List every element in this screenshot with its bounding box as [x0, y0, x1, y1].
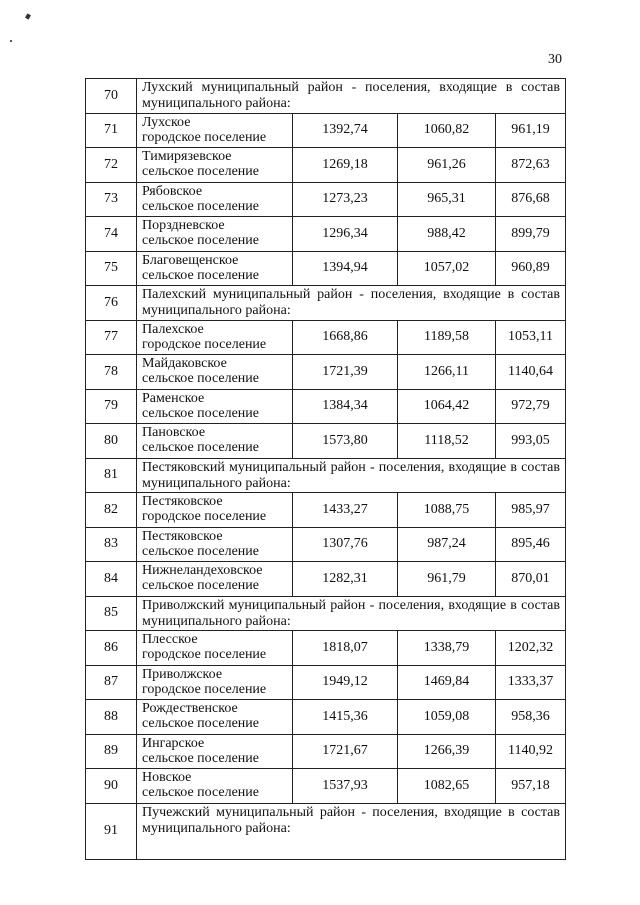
value-2: 1057,02	[398, 251, 496, 286]
value-2: 1266,39	[398, 734, 496, 769]
value-2: 1064,42	[398, 389, 496, 424]
settlement-type: сельское поселение	[142, 198, 259, 214]
table-row	[86, 389, 566, 424]
settlement-name	[137, 182, 293, 217]
value-2: 1060,82	[398, 113, 496, 148]
settlement-type: городское поселение	[142, 681, 267, 697]
row-number: 80	[86, 424, 137, 459]
value-1: 1282,31	[293, 562, 398, 597]
row-number: 81	[86, 458, 137, 493]
row-number: 87	[86, 665, 137, 700]
value-1: 1415,36	[293, 700, 398, 735]
row-number: 72	[86, 148, 137, 183]
settlement-name	[137, 562, 293, 597]
row-number: 73	[86, 182, 137, 217]
value-3: 957,18	[496, 769, 566, 804]
table-row	[86, 355, 566, 390]
settlement-name	[137, 320, 293, 355]
table-row	[86, 665, 566, 700]
district-header-row	[86, 458, 566, 493]
value-2: 1118,52	[398, 424, 496, 459]
value-3: 872,63	[496, 148, 566, 183]
row-number: 83	[86, 527, 137, 562]
settlement-name	[137, 424, 293, 459]
value-3: 895,46	[496, 527, 566, 562]
district-header-row	[86, 286, 566, 321]
value-1: 1384,34	[293, 389, 398, 424]
value-2: 988,42	[398, 217, 496, 252]
settlement-type: городское поселение	[142, 647, 267, 662]
value-2: 1189,58	[398, 320, 496, 355]
settlement-type: сельское поселение	[142, 543, 259, 559]
value-3: 985,97	[496, 493, 566, 528]
settlement-name	[137, 389, 293, 424]
settlement-name-line1: Порздневское	[142, 218, 225, 233]
settlement-name	[137, 113, 293, 148]
settlement-name	[137, 251, 293, 286]
page-number: 30	[548, 52, 562, 67]
table-row	[86, 527, 566, 562]
district-header: Пестяковский муниципальный район - поселения, входящие в состав муниципального района:	[137, 458, 566, 493]
row-number: 71	[86, 113, 137, 148]
value-3: 899,79	[496, 217, 566, 252]
settlement-name-line1: Рябовское	[142, 183, 203, 199]
district-header-row	[86, 803, 566, 859]
row-number: 77	[86, 320, 137, 355]
settlement-name-line1: Рождественское	[142, 701, 238, 716]
table-row	[86, 700, 566, 735]
settlement-type: сельское поселение	[142, 164, 259, 179]
row-number: 82	[86, 493, 137, 528]
district-header: Лухский муниципальный район - поселения, входящие в состав муниципального района:	[137, 79, 566, 114]
settlement-type: сельское поселение	[142, 405, 259, 421]
settlements-table	[85, 78, 566, 860]
settlement-name	[137, 217, 293, 252]
settlement-name-line1: Раменское	[142, 390, 205, 406]
settlement-name	[137, 700, 293, 735]
table-row	[86, 424, 566, 459]
table-row	[86, 182, 566, 217]
settlement-type: сельское поселение	[142, 267, 259, 283]
value-3: 870,01	[496, 562, 566, 597]
row-number: 70	[86, 79, 137, 114]
value-1: 1296,34	[293, 217, 398, 252]
settlement-name-line1: Майдаковское	[142, 356, 227, 371]
value-3: 1333,37	[496, 665, 566, 700]
row-number: 76	[86, 286, 137, 321]
settlement-type: сельское поселение	[142, 371, 259, 386]
value-3: 993,05	[496, 424, 566, 459]
row-number: 85	[86, 596, 137, 631]
settlement-name-line1: Тимирязевское	[142, 149, 232, 164]
value-2: 1082,65	[398, 769, 496, 804]
value-3: 1053,11	[496, 320, 566, 355]
settlement-name-line1: Приволжское	[142, 666, 223, 682]
value-1: 1949,12	[293, 665, 398, 700]
table-body	[86, 79, 566, 860]
value-2: 1059,08	[398, 700, 496, 735]
table-row	[86, 734, 566, 769]
row-number: 88	[86, 700, 137, 735]
value-2: 1338,79	[398, 631, 496, 666]
settlement-type: сельское поселение	[142, 440, 259, 455]
settlement-type: городское поселение	[142, 129, 267, 145]
row-number: 86	[86, 631, 137, 666]
value-2: 1266,11	[398, 355, 496, 390]
value-3: 1202,32	[496, 631, 566, 666]
row-number: 75	[86, 251, 137, 286]
value-1: 1307,76	[293, 527, 398, 562]
table-row	[86, 562, 566, 597]
value-2: 961,79	[398, 562, 496, 597]
table-row	[86, 769, 566, 804]
settlement-name	[137, 493, 293, 528]
settlement-name-line1: Ингарское	[142, 735, 205, 751]
district-header: Приволжский муниципальный район - поселения, входящие в состав муниципального района:	[137, 596, 566, 631]
value-2: 965,31	[398, 182, 496, 217]
settlement-type: сельское поселение	[142, 750, 259, 766]
value-1: 1433,27	[293, 493, 398, 528]
settlement-name	[137, 527, 293, 562]
settlement-name	[137, 734, 293, 769]
district-header-row	[86, 79, 566, 114]
settlement-name-line1: Пестяковское	[142, 494, 223, 509]
value-1: 1721,39	[293, 355, 398, 390]
settlement-name-line1: Благовещенское	[142, 252, 239, 268]
value-3: 972,79	[496, 389, 566, 424]
value-1: 1573,80	[293, 424, 398, 459]
value-2: 961,26	[398, 148, 496, 183]
settlement-type: городское поселение	[142, 509, 267, 524]
table-row	[86, 251, 566, 286]
value-3: 961,19	[496, 113, 566, 148]
settlement-name-line1: Новское	[142, 770, 192, 785]
value-3: 1140,92	[496, 734, 566, 769]
table-row	[86, 148, 566, 183]
row-number: 74	[86, 217, 137, 252]
table-row	[86, 217, 566, 252]
settlement-name	[137, 631, 293, 666]
district-header-row	[86, 596, 566, 631]
settlement-type: сельское поселение	[142, 785, 259, 800]
value-3: 876,68	[496, 182, 566, 217]
value-1: 1537,93	[293, 769, 398, 804]
settlement-name-line1: Лухское	[142, 114, 191, 130]
settlement-type: сельское поселение	[142, 233, 259, 248]
row-number: 90	[86, 769, 137, 804]
value-2: 987,24	[398, 527, 496, 562]
district-header: Палехский муниципальный район - поселения, входящие в состав муниципального района:	[137, 286, 566, 321]
settlement-name-line1: Нижнеландеховское	[142, 563, 263, 578]
row-number: 89	[86, 734, 137, 769]
row-number: 84	[86, 562, 137, 597]
scan-dot	[10, 40, 12, 42]
settlement-name-line1: Плесское	[142, 632, 198, 647]
settlement-name	[137, 355, 293, 390]
value-3: 960,89	[496, 251, 566, 286]
table-row	[86, 113, 566, 148]
settlement-name-line1: Палехское	[142, 321, 204, 337]
settlement-type: сельское поселение	[142, 716, 259, 731]
row-number: 78	[86, 355, 137, 390]
value-1: 1269,18	[293, 148, 398, 183]
value-1: 1668,86	[293, 320, 398, 355]
value-3: 958,36	[496, 700, 566, 735]
settlement-name	[137, 148, 293, 183]
value-1: 1394,94	[293, 251, 398, 286]
value-1: 1818,07	[293, 631, 398, 666]
settlement-type: сельское поселение	[142, 578, 259, 593]
settlement-name	[137, 769, 293, 804]
settlement-type: городское поселение	[142, 336, 267, 352]
district-header: Пучежский муниципальный район - поселения, входящие в состав муниципального района:	[137, 803, 566, 859]
value-1: 1273,23	[293, 182, 398, 217]
settlement-name	[137, 665, 293, 700]
value-2: 1088,75	[398, 493, 496, 528]
value-2: 1469,84	[398, 665, 496, 700]
value-1: 1392,74	[293, 113, 398, 148]
settlement-name-line1: Пановское	[142, 425, 206, 440]
table-row	[86, 320, 566, 355]
value-1: 1721,67	[293, 734, 398, 769]
row-number: 79	[86, 389, 137, 424]
value-3: 1140,64	[496, 355, 566, 390]
table-row	[86, 631, 566, 666]
row-number: 91	[86, 803, 137, 859]
settlement-name-line1: Пестяковское	[142, 528, 223, 544]
scan-mark	[25, 13, 31, 19]
table-row	[86, 493, 566, 528]
